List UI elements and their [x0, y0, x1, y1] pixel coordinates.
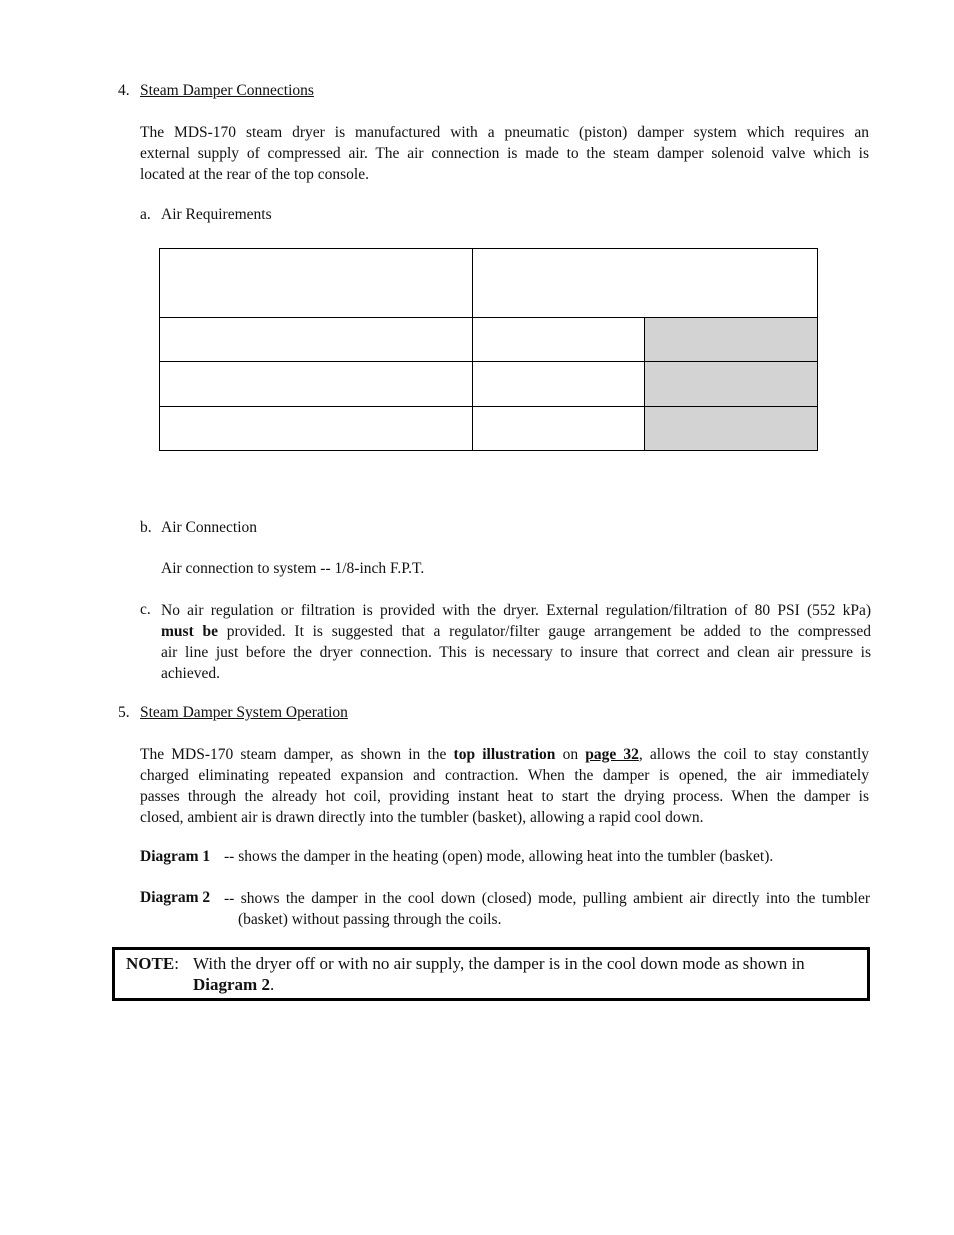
note-line-2 [193, 975, 274, 995]
section-4-heading: Steam Damper Connections [140, 82, 314, 99]
section-4-number: 4. [118, 82, 130, 99]
diagram-1-text: -- shows the damper in the heating (open) mode, allowing heat into the tumbler (basket). [224, 848, 774, 865]
table-row [160, 249, 818, 318]
item-b-letter: b. [140, 519, 152, 536]
table-cell [160, 318, 473, 362]
table-cell [473, 249, 818, 318]
item-b-label: Air Connection [161, 519, 257, 536]
note-period: . [269, 975, 275, 994]
note-label [126, 954, 179, 974]
table-cell [160, 407, 473, 451]
table-row [160, 407, 818, 451]
section-5-body-line-1 [140, 744, 869, 765]
top-illustration-ref: top illustration [453, 746, 556, 763]
page-32-link[interactable]: page 32 [585, 746, 639, 763]
item-c-line-2 [161, 621, 871, 642]
section-4-body [140, 122, 869, 185]
diagram-1-label: Diagram 1 [140, 848, 211, 865]
table-cell-shaded [645, 318, 818, 362]
table-cell [473, 407, 645, 451]
p1-start: The MDS-170 steam damper, as shown in the [140, 746, 454, 763]
section-5-body [140, 744, 869, 828]
must-be-emphasis: must be [161, 623, 218, 640]
diagram-2-label: Diagram 2 [140, 889, 211, 906]
table-cell [473, 318, 645, 362]
table-cell-shaded [645, 362, 818, 407]
item-c-line-3: air line just before the dryer connection. This is necessary to insure that correct and clean air pressure is [161, 644, 871, 661]
item-a-letter: a. [140, 206, 151, 223]
item-c-line-1: No air regulation or filtration is provided with the dryer. External regulation/filtration of 80 PSI (552 kPa) [161, 602, 871, 619]
section-4-body-line-3: located at the rear of the top console. [140, 166, 369, 183]
air-requirements-table [159, 248, 818, 451]
item-c-line-4: achieved. [161, 665, 220, 682]
table-cell [473, 362, 645, 407]
note-colon: : [174, 954, 179, 973]
note-box [112, 947, 870, 1001]
diagram-2-text-line-2: (basket) without passing through the coils. [238, 911, 502, 928]
section-5-body-line-2: charged eliminating repeated expansion and contraction. When the damper is opened, the air immediately [140, 767, 869, 784]
section-5-body-line-4: closed, ambient air is drawn directly into the tumbler (basket), allowing a rapid cool down. [140, 809, 704, 826]
note-diagram-2-ref: Diagram 2 [193, 975, 270, 994]
table-cell-shaded [645, 407, 818, 451]
note-label-text: NOTE [126, 954, 175, 973]
table-cell [160, 249, 473, 318]
item-c-line-2-rest: provided. It is suggested that a regulator/filter gauge arrangement be added to the compressed [217, 623, 871, 640]
item-b-detail: Air connection to system -- 1/8-inch F.P.T. [161, 560, 425, 577]
table-row [160, 318, 818, 362]
diagram-2-text-line-1: -- shows the damper in the cool down (closed) mode, pulling ambient air directly into the tumbler [224, 890, 870, 907]
section-4-body-line-2: external supply of compressed air. The air connection is made to the steam damper solenoid valve which is [140, 145, 869, 162]
p1-end: , allows the coil to stay constantly [638, 746, 870, 763]
table-row [160, 362, 818, 407]
diagram-2-text [224, 888, 870, 930]
item-c-letter: c. [140, 601, 151, 618]
section-5-number: 5. [118, 704, 130, 721]
section-5-heading: Steam Damper System Operation [140, 704, 348, 721]
note-line-1: With the dryer off or with no air supply, the damper is in the cool down mode as shown in [193, 954, 805, 973]
table-cell [160, 362, 473, 407]
item-c-body [161, 600, 871, 684]
p1-on: on [555, 746, 586, 763]
section-5-body-line-3: passes through the already hot coil, providing instant heat to start the drying process. When the damper is [140, 788, 869, 805]
item-a-label: Air Requirements [161, 206, 272, 223]
section-4-body-line-1: The MDS-170 steam dryer is manufactured with a pneumatic (piston) damper system which requires an [140, 124, 869, 141]
